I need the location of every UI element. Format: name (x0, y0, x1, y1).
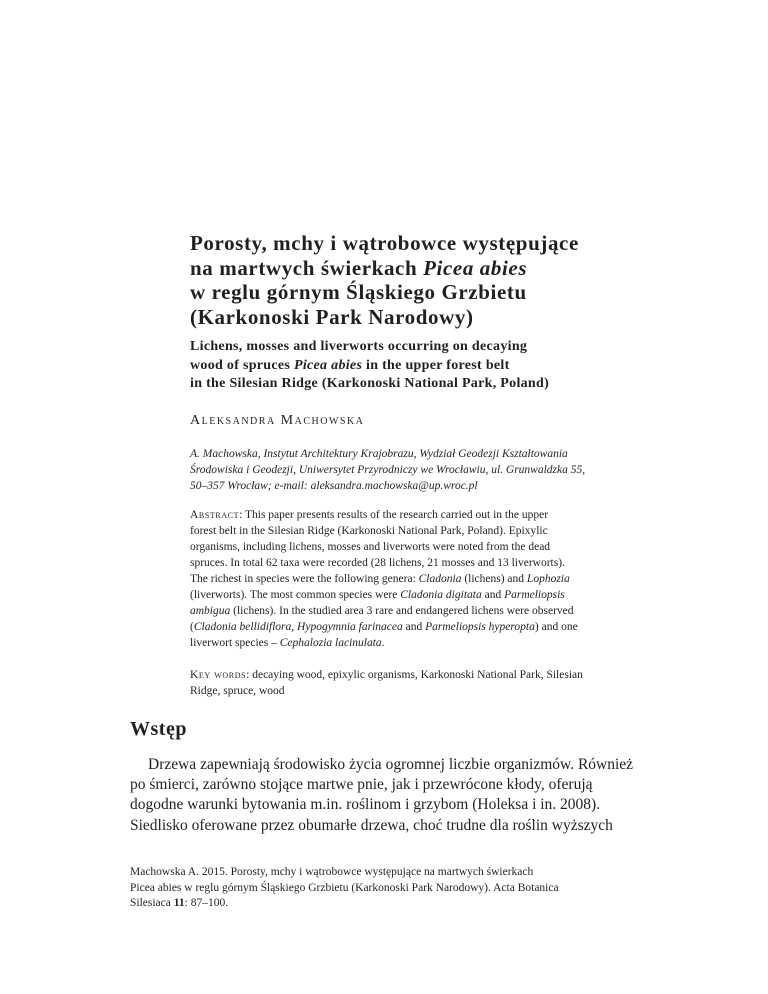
abstract-line-2: forest belt in the Silesian Ridge (Karkonoski National Park, Poland). Epixylic (190, 525, 548, 537)
abstract-line-5 (190, 571, 630, 587)
abstract-line-8-post: ) and one (534, 621, 578, 633)
abstract-line-5-pre: The richest in species were the following genera: (190, 573, 419, 585)
keywords-label: Key words (190, 669, 247, 681)
species-cephalozia-lacinulata: Cephalozia lacinulata (279, 637, 382, 649)
english-title-line-2-pre: wood of spruces (190, 357, 294, 373)
affiliation-line-2: Środowiska i Geodezji, Uniwersytet Przyrodniczy we Wrocławiu, ul. Grunwaldzka 55, (190, 464, 586, 476)
abstract-line-7-post: (lichens). In the studied area 3 rare and endangered lichens were observed (230, 605, 574, 617)
abstract-line-8 (190, 619, 630, 635)
author-affiliation (190, 446, 630, 494)
citation-line-3 (130, 896, 640, 912)
genus-lophozia: Lophozia (526, 573, 570, 585)
title-line-3: w reglu górnym Śląskiego Grzbietu (190, 280, 527, 304)
abstract-line-3: organisms, including lichens, mosses and liverworts were noted from the dead (190, 541, 551, 553)
abstract (190, 507, 630, 651)
abstract-line-8-mid: and (402, 621, 426, 633)
english-title-line-1: Lichens, mosses and liverworts occurring on decaying (190, 339, 528, 354)
article-title-polish (190, 231, 690, 329)
body-line-2: po śmierci, zarówno stojące martwe pnie, jak i przewrócone kłody, oferują (130, 776, 593, 794)
english-title-line-2-post: in the upper forest belt (362, 357, 510, 373)
body-line-4: Siedlisko oferowane przez obumarłe drzewa, choć trudne dla roślin wyższych (130, 816, 613, 834)
english-title-line-3: in the Silesian Ridge (Karkonoski National Park, Poland) (190, 376, 550, 391)
abstract-line-9 (190, 635, 630, 651)
body-line-1: Drzewa zapewniają środowisko życia ogromnej liczbie organizmów. Również (148, 756, 634, 773)
abstract-line-8-pre: ( (190, 621, 194, 633)
abstract-line-9-post: . (381, 637, 385, 649)
abstract-label: Abstract (190, 509, 240, 521)
abstract-line-5-mid: (lichens) and (461, 573, 527, 585)
keywords-line-1 (190, 667, 630, 683)
affiliation-line-1: A. Machowska, Instytut Architektury Krajobrazu, Wydział Geodezji Kształtowania (190, 448, 568, 460)
abstract-line-6-mid: and (481, 589, 505, 601)
keywords-line-1-text: : decaying wood, epixylic organisms, Karkonoski National Park, Silesian (246, 669, 583, 681)
abstract-line-4: spruces. In total 62 taxa were recorded (28 lichens, 21 mosses and 13 liverworts). (190, 557, 565, 569)
abstract-line-1 (190, 507, 630, 523)
species-cladonia-digitata: Cladonia digitata (400, 589, 482, 601)
citation-line-3-pre: Silesiaca (130, 897, 174, 909)
title-line-2-text: na martwych świerkach (190, 255, 424, 280)
affiliation-line-3: 50–357 Wrocław; e-mail: aleksandra.machowska@up.wroc.pl (190, 480, 478, 492)
genus-cladonia: Cladonia (418, 573, 462, 585)
keywords (190, 667, 630, 699)
abstract-line-6-pre: (liverworts). The most common species were (190, 589, 401, 601)
body-paragraph (130, 755, 640, 836)
title-species-name: Picea abies (423, 255, 528, 280)
body-line-3: dogodne warunki bytowania m.in. roślinom i grzybom (Holeksa i in. 2008). (130, 796, 601, 814)
citation-line-3-post: : 87–100. (184, 897, 229, 909)
abstract-line-9-pre: liverwort species – (190, 637, 280, 649)
english-title-species-name: Picea abies (293, 357, 363, 373)
keywords-line-2: Ridge, spruce, wood (190, 685, 285, 697)
species-rare-lichens: Cladonia bellidiflora, Hypogymnia farinacea (193, 621, 403, 633)
title-line-4: (Karkonoski Park Narodowy) (190, 304, 474, 329)
section-heading: Wstęp (130, 718, 187, 740)
title-line-2 (190, 256, 690, 281)
citation-volume: 11 (173, 897, 185, 909)
article-title-english (190, 338, 690, 394)
citation-line-1: Machowska A. 2015. Porosty, mchy i wątrobowce występujące na martwych świerkach (130, 866, 534, 878)
species-ambigua: ambigua (190, 605, 231, 617)
abstract-line-6 (190, 587, 630, 603)
english-title-line-2 (190, 357, 690, 376)
citation-line-2: Picea abies w reglu górnym Śląskiego Grzbietu (Karkonoski Park Narodowy). Acta Botanica (130, 881, 559, 894)
author-name: Aleksandra Machowska (190, 413, 365, 428)
species-parmeliopsis-hyperopta: Parmeliopsis hyperopta (425, 621, 535, 633)
abstract-line-7 (190, 603, 630, 619)
citation-footnote (130, 865, 640, 912)
species-parmeliopsis: Parmeliopsis (504, 589, 565, 601)
abstract-line-1-text: : This paper presents results of the research carried out in the upper (239, 509, 549, 521)
title-line-1: Porosty, mchy i wątrobowce występujące (190, 231, 579, 255)
